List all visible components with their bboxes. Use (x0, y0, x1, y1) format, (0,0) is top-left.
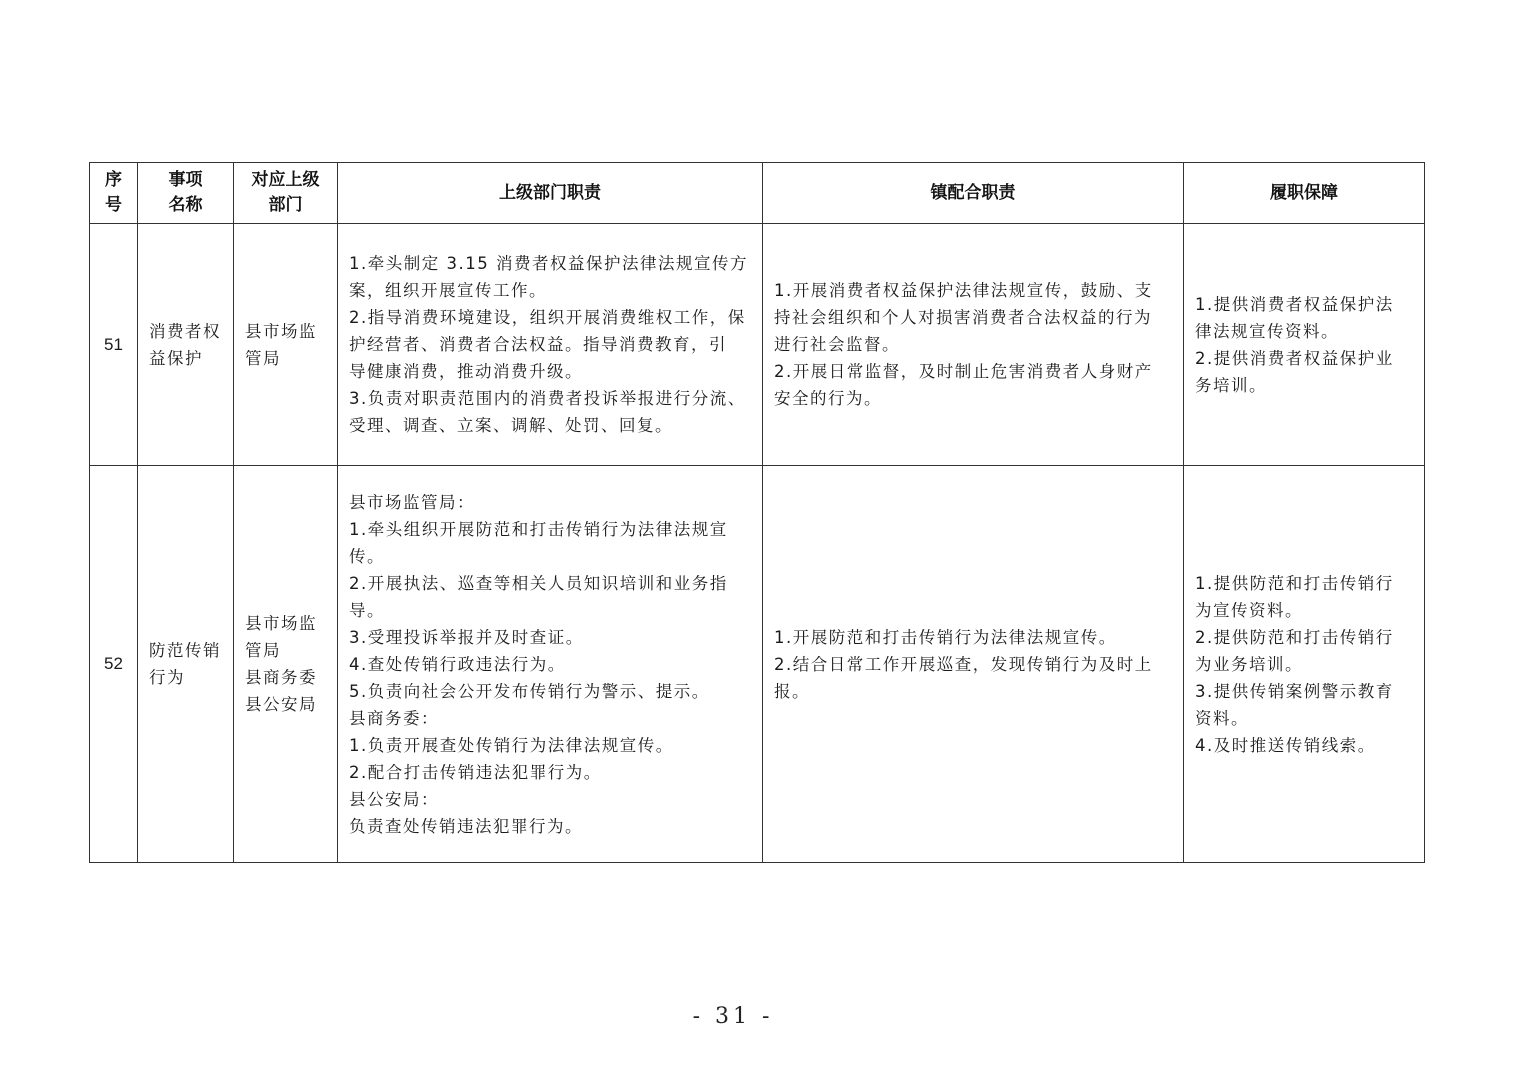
header-dept-line: 对应上级 (251, 170, 320, 190)
text-line: 县公安局 (245, 695, 317, 714)
text-line: 4.及时推送传销线索。 (1195, 735, 1376, 755)
text-line: 导。 (349, 600, 385, 620)
text-line: 3.负责对职责范围内的消费者投诉举报进行分流、 (349, 389, 746, 408)
header-item (138, 163, 234, 224)
seq-cell: 51 (90, 224, 138, 466)
text-line: 3.受理投诉举报并及时查证。 (349, 627, 584, 647)
text-line: 1.牵头制定 3.15 消费者权益保护法律法规宣传方 (349, 254, 748, 273)
header-seq-line: 序 (105, 170, 122, 190)
upper-duty-cell (338, 224, 763, 466)
text-line: 资料。 (1195, 708, 1249, 728)
text-line: 案，组织开展宣传工作。 (349, 281, 547, 300)
header-dept-line: 部门 (268, 195, 303, 215)
table-row (90, 224, 1425, 466)
text-line: 2.开展执法、巡查等相关人员知识培训和业务指 (349, 573, 728, 593)
text-line: 3.提供传销案例警示教育 (1195, 681, 1394, 701)
text-line: 传。 (349, 546, 385, 566)
header-town: 镇配合职责 (763, 163, 1184, 224)
text-line: 防范传销 (149, 641, 221, 660)
text-line: 为业务培训。 (1195, 654, 1303, 674)
text-line: 2.结合日常工作开展巡查，发现传销行为及时上 (774, 654, 1153, 674)
text-line: 1.开展防范和打击传销行为法律法规宣传。 (774, 627, 1117, 647)
header-item-line: 事项 (168, 170, 203, 190)
text-line: 为宣传资料。 (1195, 600, 1303, 620)
header-guarantee: 履职保障 (1184, 163, 1425, 224)
item-cell (138, 224, 234, 466)
text-line: 护经营者、消费者合法权益。指导消费教育，引 (349, 335, 727, 354)
text-line: 进行社会监督。 (774, 335, 900, 354)
guarantee-cell (1184, 466, 1425, 863)
text-line: 2.配合打击传销违法犯罪行为。 (349, 762, 602, 782)
seq-cell: 52 (90, 466, 138, 863)
text-line: 1.提供防范和打击传销行 (1195, 573, 1394, 593)
text-line: 持社会组织和个人对损害消费者合法权益的行为 (774, 308, 1152, 327)
text-line: 县市场监 (245, 614, 317, 633)
text-line: 安全的行为。 (774, 389, 882, 408)
header-seq-line: 号 (105, 195, 122, 215)
table-header-row (90, 163, 1425, 224)
text-line: 4.查处传销行政违法行为。 (349, 654, 566, 674)
text-line: 1.开展消费者权益保护法律法规宣传，鼓励、支 (774, 281, 1153, 300)
text-line: 5.负责向社会公开发布传销行为警示、提示。 (349, 681, 710, 701)
table-row (90, 466, 1425, 863)
text-line: 县市场监 (245, 321, 317, 341)
text-line: 1.负责开展查处传销行为法律法规宣传。 (349, 735, 674, 755)
text-line: 行为 (149, 668, 185, 687)
duty-table (89, 162, 1425, 863)
text-line: 县商务委： (349, 708, 439, 728)
header-seq (90, 163, 138, 224)
text-line: 1.牵头组织开展防范和打击传销行为法律法规宣 (349, 519, 728, 539)
text-line: 2.提供消费者权益保护业 (1195, 348, 1394, 368)
town-duty-cell (763, 224, 1184, 466)
text-line: 县商务委 (245, 668, 317, 687)
text-line: 2.开展日常监督，及时制止危害消费者人身财产 (774, 362, 1153, 381)
item-cell (138, 466, 234, 863)
text-line: 管局 (245, 641, 281, 660)
text-line: 律法规宣传资料。 (1195, 321, 1339, 341)
text-line: 导健康消费，推动消费升级。 (349, 362, 583, 381)
text-line: 负责查处传销违法犯罪行为。 (349, 816, 583, 836)
text-line: 受理、调查、立案、调解、处罚、回复。 (349, 416, 673, 435)
text-line: 1.提供消费者权益保护法 (1195, 294, 1394, 314)
page-number: - 31 - (692, 1004, 774, 1029)
header-item-line: 名称 (168, 195, 203, 215)
text-line: 报。 (774, 681, 810, 701)
text-line: 2.提供防范和打击传销行 (1195, 627, 1394, 647)
text-line: 务培训。 (1195, 375, 1267, 395)
upper-duty-cell (338, 466, 763, 863)
dept-cell (234, 224, 338, 466)
guarantee-cell (1184, 224, 1425, 466)
header-upper: 上级部门职责 (338, 163, 763, 224)
town-duty-cell (763, 466, 1184, 863)
text-line: 消费者权 (149, 321, 221, 341)
text-line: 益保护 (149, 348, 203, 368)
dept-cell (234, 466, 338, 863)
text-line: 管局 (245, 348, 281, 368)
text-line: 县市场监管局： (349, 492, 475, 512)
text-line: 县公安局： (349, 789, 439, 809)
text-line: 2.指导消费环境建设，组织开展消费维权工作，保 (349, 308, 746, 327)
header-dept (234, 163, 338, 224)
